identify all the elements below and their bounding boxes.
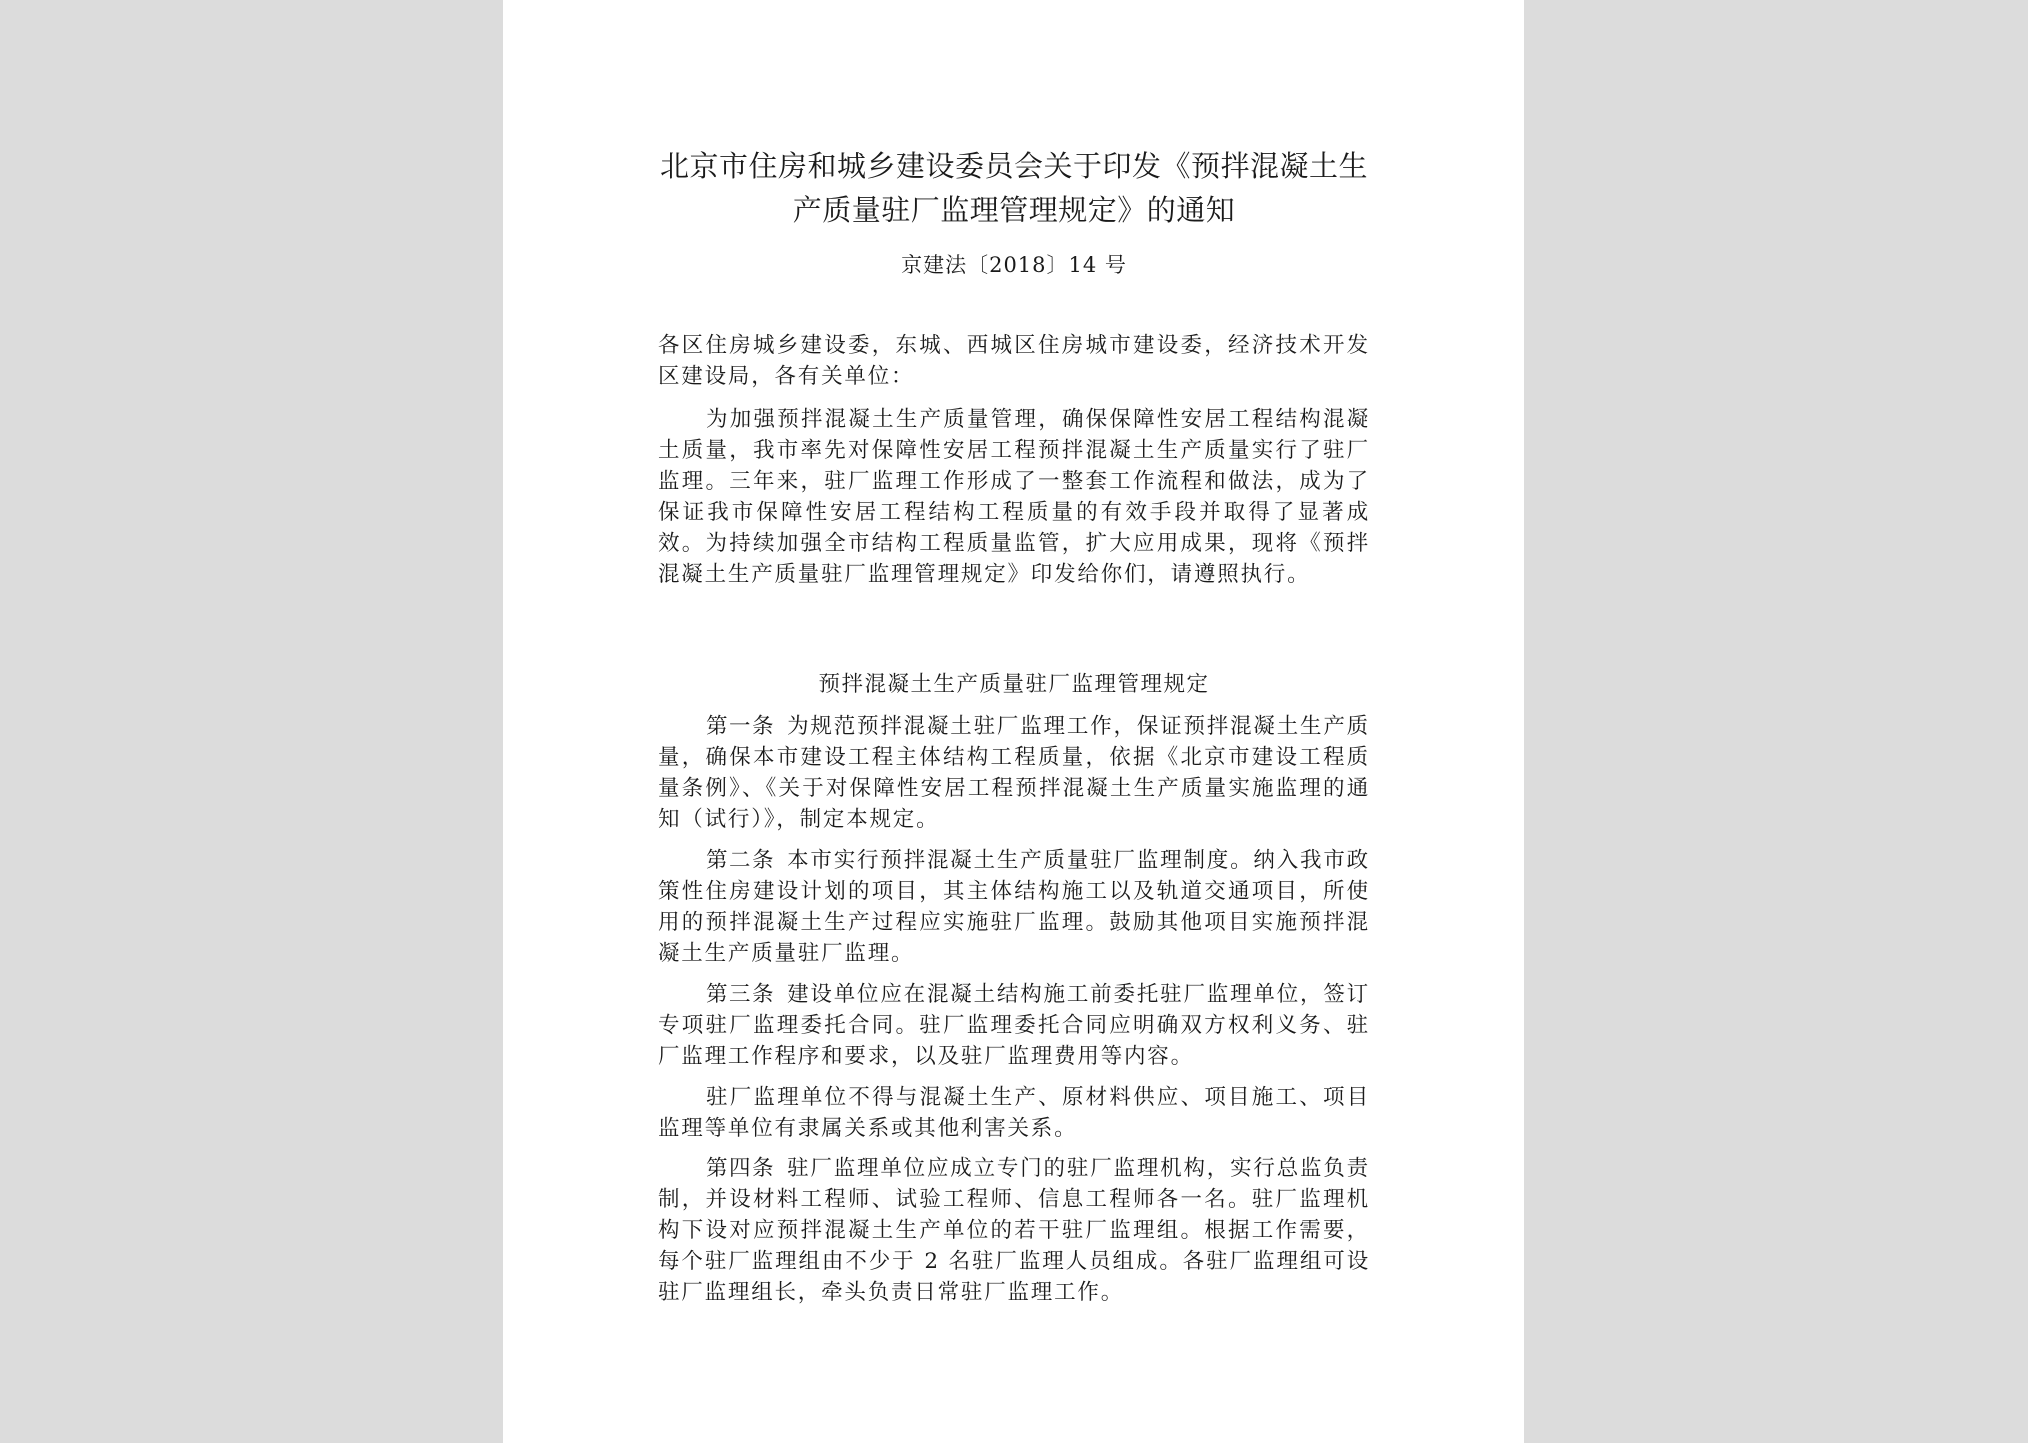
article-label: 第一条 <box>706 714 776 739</box>
article-text: 本市实行预拌混凝土生产质量驻厂监理制度。纳入我市政策性住房建设计划的项目，其主体结构施工以及轨道交通项目，所使用的预拌混凝土生产过程应实施驻厂监理。鼓励其他项目实施预拌混凝土生产质量驻厂监理。 <box>658 848 1370 966</box>
article-label: 第四条 <box>706 1156 776 1181</box>
document-number: 京建法〔2018〕14 号 <box>901 253 1127 277</box>
article-text: 驻厂监理单位不得与混凝土生产、原材料供应、项目施工、项目监理等单位有隶属关系或其他利害关系。 <box>658 1085 1370 1141</box>
article-label: 第二条 <box>706 848 776 873</box>
document-title: 北京市住房和城乡建设委员会关于印发《预拌混凝土生产质量驻厂监理管理规定》的通知 <box>659 149 1368 227</box>
article-2 <box>658 845 1370 969</box>
addressee: 各区住房城乡建设委，东城、西城区住房城市建设委，经济技术开发区建设局，各有关单位： <box>658 333 1370 389</box>
article-text: 建设单位应在混凝土结构施工前委托驻厂监理单位，签订专项驻厂监理委托合同。驻厂监理委托合同应明确双方权利义务、驻厂监理工作程序和要求，以及驻厂监理费用等内容。 <box>658 982 1370 1069</box>
article-3 <box>658 979 1370 1072</box>
article-4 <box>658 1153 1370 1308</box>
intro-paragraph: 为加强预拌混凝土生产质量管理，确保保障性安居工程结构混凝土质量，我市率先对保障性安居工程预拌混凝土生产质量实行了驻厂监理。三年来，驻厂监理工作形成了一整套工作流程和做法，成为了保证我市保障性安居工程结构工程质量的有效手段并取得了显著成效。为持续加强全市结构工程质量监管，扩大应用成果，现将《预拌混凝土生产质量驻厂监理管理规定》印发给你们，请遵照执行。 <box>658 407 1370 587</box>
article-text: 为规范预拌混凝土驻厂监理工作，保证预拌混凝土生产质量，确保本市建设工程主体结构工程质量，依据《北京市建设工程质量条例》、《关于对保障性安居工程预拌混凝土生产质量实施监理的通知（试行）》，制定本规定。 <box>658 714 1370 832</box>
article-label: 第三条 <box>706 982 776 1007</box>
article-3-continued <box>658 1082 1370 1144</box>
document-page <box>503 0 1524 1443</box>
regulation-title: 预拌混凝土生产质量驻厂监理管理规定 <box>818 672 1210 697</box>
article-text: 驻厂监理单位应成立专门的驻厂监理机构，实行总监负责制，并设材料工程师、试验工程师、信息工程师各一名。驻厂监理机构下设对应预拌混凝土生产单位的若干驻厂监理组。根据工作需要，每个驻厂监理组由不少于 2 名驻厂监理人员组成。各驻厂监理组可设驻厂监理组长，牵头负责日常驻厂监理工作。 <box>658 1156 1370 1305</box>
article-1 <box>658 711 1370 835</box>
